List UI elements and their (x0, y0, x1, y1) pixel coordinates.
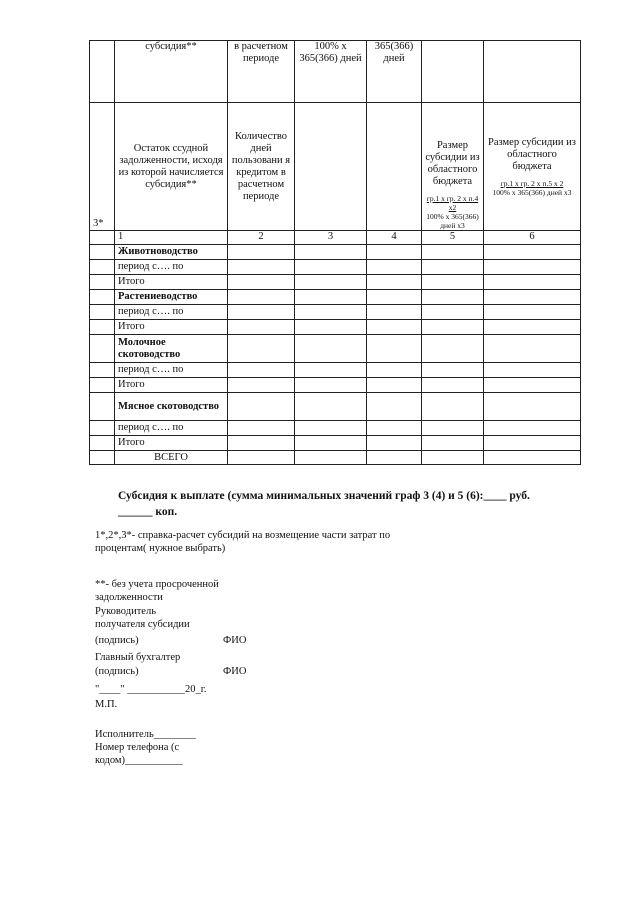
table-cell (228, 305, 295, 320)
table-row (90, 421, 581, 436)
table-cell (484, 245, 581, 260)
table-row (90, 260, 581, 275)
table-cell (295, 378, 367, 393)
head-top-cell-0 (90, 41, 115, 103)
column-numbers-row (90, 231, 581, 245)
table-head-main-row (90, 103, 581, 231)
head-main-cell-2: Количество дней пользовани я кредитом в расчетном периоде (228, 103, 295, 231)
head-title-line-1: Руководитель (95, 606, 156, 617)
table-cell (367, 320, 422, 335)
head-top-cell-3: 100% х 365(366) дней (295, 41, 367, 103)
head-main-cell-3 (295, 103, 367, 231)
section-heading: Молочное скотоводство (115, 335, 228, 363)
total-label: ВСЕГО (115, 451, 228, 465)
head-top-cell-4: 365(366) дней (367, 41, 422, 103)
head-fio-label: ФИО (223, 635, 247, 646)
table-cell (422, 320, 484, 335)
table-cell (484, 275, 581, 290)
head-main-cell-6 (484, 103, 581, 231)
head-signature-label: (подпись) (95, 635, 139, 646)
row-label: Итого (115, 378, 228, 393)
head-main-cell-6-formula2: 100% х 365(366) дней х3 (492, 187, 572, 197)
table-cell (484, 320, 581, 335)
row-label: Итого (115, 436, 228, 451)
table-cell (367, 421, 422, 436)
table-cell (422, 245, 484, 260)
row-label: период с…. по (115, 363, 228, 378)
table-cell (367, 260, 422, 275)
table-cell (90, 245, 115, 260)
table-cell (422, 335, 484, 363)
table-cell (228, 275, 295, 290)
table-cell (422, 290, 484, 305)
table-cell (484, 305, 581, 320)
table-cell (484, 436, 581, 451)
table-cell (367, 436, 422, 451)
table-cell (295, 245, 367, 260)
table-cell (295, 335, 367, 363)
head-main-cell-5-formula2: 100% х 365(366) дней х3 (426, 212, 479, 230)
table-cell (228, 320, 295, 335)
table-cell (295, 393, 367, 421)
table-cell (228, 378, 295, 393)
summary-line-1: Субсидия к выплате (сумма минимальных значений граф 3 (4) и 5 (6):____ руб. (118, 490, 530, 502)
row-label: период с…. по (115, 305, 228, 320)
table-cell (228, 245, 295, 260)
table-cell (228, 436, 295, 451)
subsidy-calculation-table (89, 40, 581, 465)
table-cell (90, 260, 115, 275)
table-cell (367, 378, 422, 393)
total-row (90, 451, 581, 465)
head-main-cell-1: Остаток ссудной задолженности, исходя из которой начисляется субсидия** (115, 103, 228, 231)
table-cell (484, 290, 581, 305)
table-cell (295, 436, 367, 451)
table-row (90, 335, 581, 363)
table-cell (90, 363, 115, 378)
section-heading: Растениеводство (115, 290, 228, 305)
table-cell (295, 290, 367, 305)
table-cell (367, 363, 422, 378)
table-cell (228, 421, 295, 436)
row-label: Итого (115, 320, 228, 335)
row-label: период с…. по (115, 260, 228, 275)
table-cell (367, 305, 422, 320)
head-main-cell-4 (367, 103, 422, 231)
table-cell (90, 378, 115, 393)
summary-line-2: ______ коп. (118, 506, 178, 518)
table-cell (295, 260, 367, 275)
row-label: Итого (115, 275, 228, 290)
date-line: "____" ___________20_г. (95, 684, 207, 695)
table-cell (484, 335, 581, 363)
table-cell (228, 260, 295, 275)
phone-line-1: Номер телефона (с (95, 742, 180, 753)
accountant-signature-label: (подпись) (95, 666, 139, 677)
head-top-cell-5 (422, 41, 484, 103)
table-cell (90, 305, 115, 320)
table-cell (484, 260, 581, 275)
table-row (90, 378, 581, 393)
subsidy-summary (118, 488, 558, 520)
table-cell (295, 421, 367, 436)
table-cell (228, 335, 295, 363)
table-cell (422, 363, 484, 378)
table-cell (484, 363, 581, 378)
head-row-label: 3* (90, 103, 115, 231)
head-top-cell-2: в расчетном периоде (228, 41, 295, 103)
reference-note: 1*,2*,3*- справка-расчет субсидий на возмещение части затрат по процентам( нужное выбрать) (95, 530, 391, 554)
col-number-1: 1 (115, 231, 228, 245)
row-label: период с…. по (115, 421, 228, 436)
col-number-5: 5 (422, 231, 484, 245)
table-cell (90, 436, 115, 451)
head-main-cell-6-formula: гр.1 х гр. 2 х п.5 х 2 (500, 178, 564, 188)
section-heading: Животноводство (115, 245, 228, 260)
table-cell (422, 393, 484, 421)
table-cell (484, 393, 581, 421)
table-cell (90, 320, 115, 335)
head-top-cell-1: субсидия** (115, 41, 228, 103)
col-number-blank (90, 231, 115, 245)
table-cell (422, 378, 484, 393)
table-cell (422, 275, 484, 290)
table-cell (422, 421, 484, 436)
head-main-cell-6-title: Размер субсидии из областного бюджета (488, 136, 576, 172)
head-main-cell-5-title: Размер субсидии из областного бюджета (425, 140, 480, 187)
table-cell (367, 245, 422, 260)
accountant-title: Главный бухгалтер (95, 652, 181, 663)
table-row (90, 275, 581, 290)
table-row (90, 363, 581, 378)
head-title-line-2: получателя субсидии (95, 619, 190, 630)
table-cell (367, 290, 422, 305)
table-cell (90, 393, 115, 421)
head-main-cell-5-formula: гр.1 х гр. 2 х п.4 х2 (426, 194, 479, 212)
table-cell (90, 290, 115, 305)
head-top-cell-6 (484, 41, 581, 103)
table-row (90, 305, 581, 320)
table-row (90, 436, 581, 451)
accountant-fio-label: ФИО (223, 666, 247, 677)
table-cell (422, 260, 484, 275)
table-row (90, 290, 581, 305)
head-main-cell-5 (422, 103, 484, 231)
table-cell (90, 275, 115, 290)
table-cell (422, 436, 484, 451)
table-cell (367, 393, 422, 421)
table-cell (367, 275, 422, 290)
table-cell (295, 305, 367, 320)
table-row (90, 393, 581, 421)
overdue-note: **- без учета просроченной задолженности (95, 579, 219, 603)
table-cell (228, 290, 295, 305)
table-cell (90, 421, 115, 436)
table-cell (367, 335, 422, 363)
table-cell (422, 305, 484, 320)
table-cell (484, 421, 581, 436)
table-cell (484, 378, 581, 393)
table-cell (90, 335, 115, 363)
executor-line: Исполнитель________ (95, 729, 196, 740)
table-row (90, 245, 581, 260)
col-number-6: 6 (484, 231, 581, 245)
phone-line-2: кодом)___________ (95, 755, 183, 766)
col-number-3: 3 (295, 231, 367, 245)
table-row (90, 320, 581, 335)
table-cell (228, 393, 295, 421)
table-cell (295, 363, 367, 378)
section-heading: Мясное скотоводство (115, 393, 228, 421)
col-number-4: 4 (367, 231, 422, 245)
table-head-top-row (90, 41, 581, 103)
col-number-2: 2 (228, 231, 295, 245)
table-cell (295, 320, 367, 335)
stamp-label: М.П. (95, 699, 118, 710)
table-cell (295, 275, 367, 290)
table-cell (228, 363, 295, 378)
table-data-rows (90, 245, 581, 451)
